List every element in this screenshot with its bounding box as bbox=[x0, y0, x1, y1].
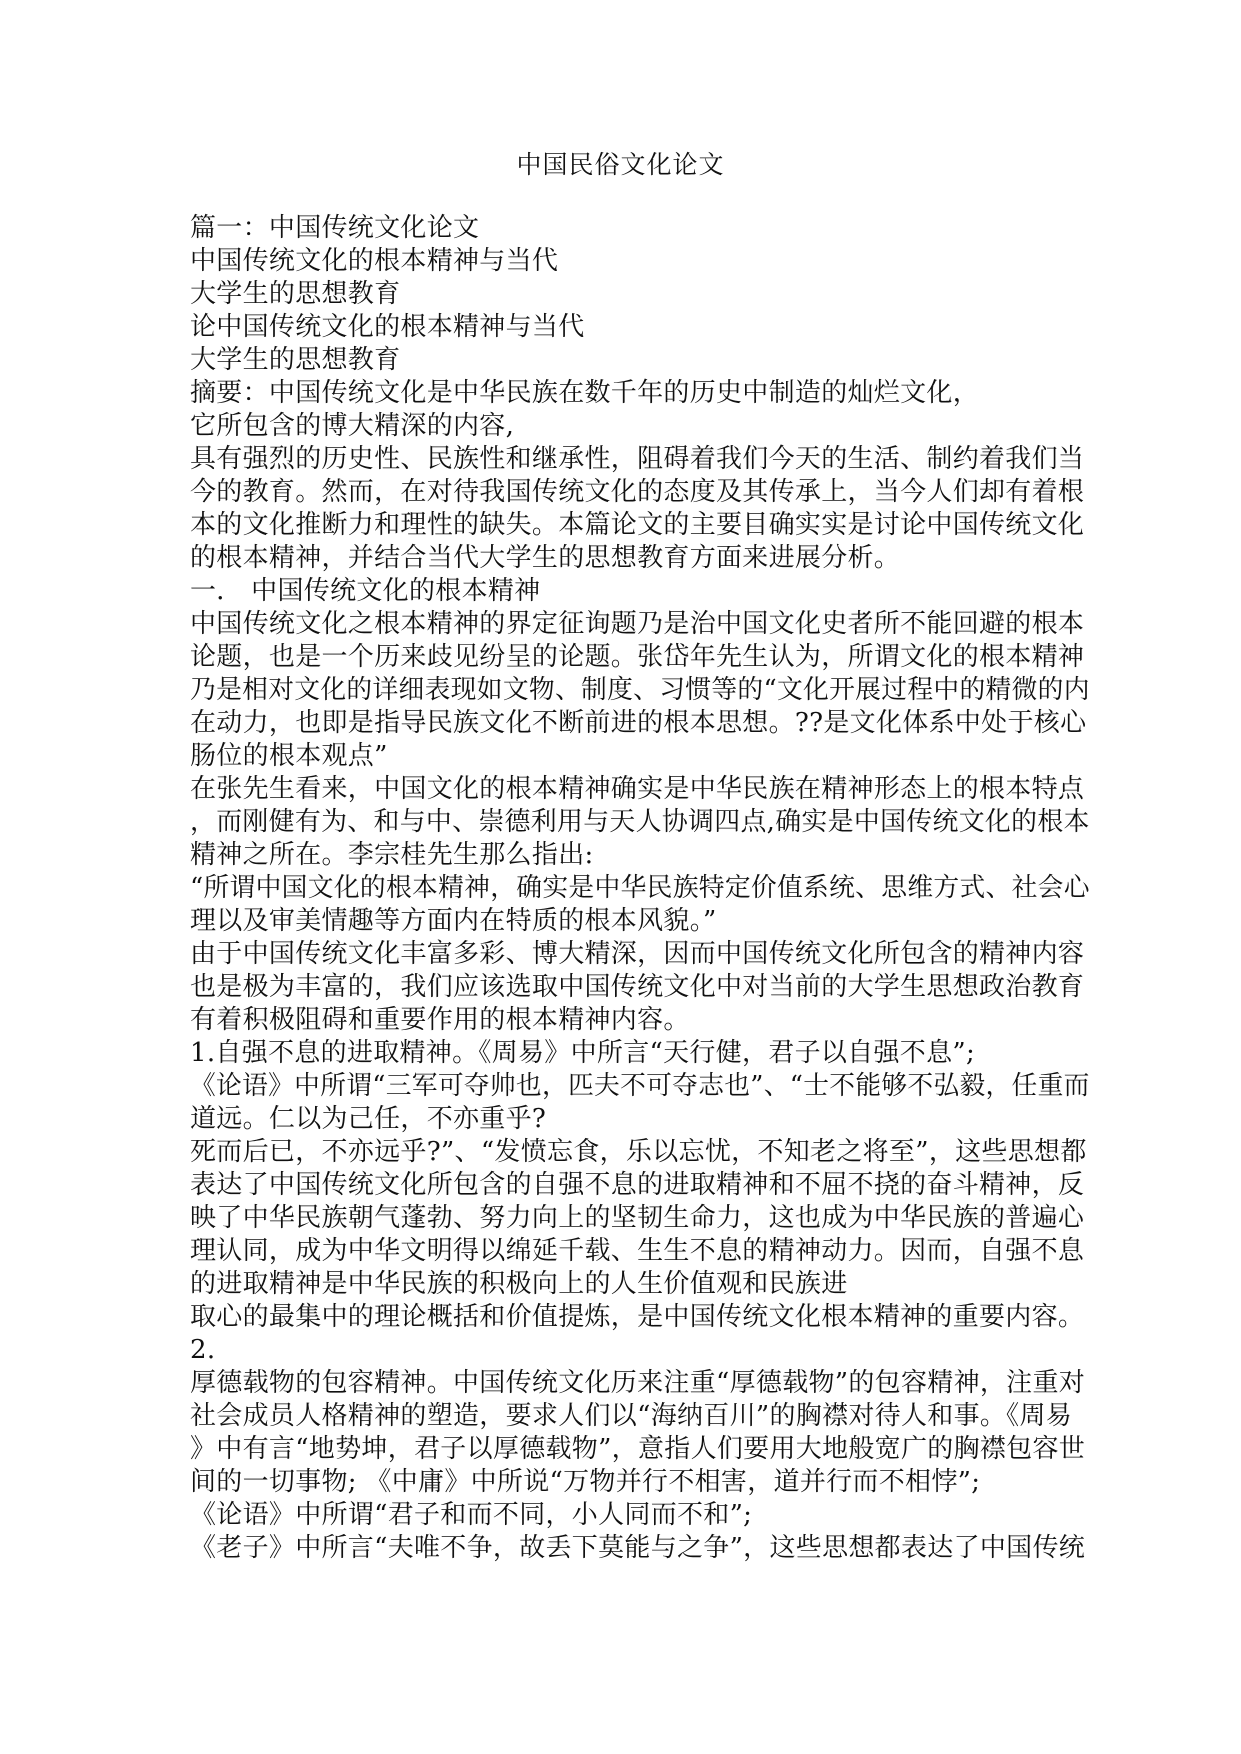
text-line: 由于中国传统文化丰富多彩、博大精深，因而中国传统文化所包含的精神内容 bbox=[190, 939, 1085, 969]
text-line: 中国传统文化之根本精神的界定征询题乃是治中国文化史者所不能回避的根本 bbox=[190, 609, 1085, 639]
text-line: 社会成员人格精神的塑造，要求人们以“海纳百川”的胸襟对待人和事。《周易 bbox=[190, 1401, 1073, 1431]
text-line: 乃是相对文化的详细表现如文物、制度、习惯等的“文化开展过程中的精微的内 bbox=[190, 675, 1090, 705]
text-line: 篇一：中国传统文化论文 bbox=[190, 213, 480, 243]
text-line: 在张先生看来，中国文化的根本精神确实是中华民族在精神形态上的根本特点 bbox=[190, 774, 1085, 804]
text-line: 映了中华民族朝气蓬勃、努力向上的坚韧生命力，这也成为中华民族的普遍心 bbox=[190, 1203, 1085, 1233]
text-line: 的根本精神，并结合当代大学生的思想教育方面来进展分析。 bbox=[190, 543, 901, 573]
text-line: 具有强烈的历史性、民族性和继承性，阻碍着我们今天的生活、制约着我们当 bbox=[190, 444, 1085, 474]
text-line: 2. bbox=[190, 1335, 216, 1365]
text-line: 中国传统文化的根本精神与当代 bbox=[190, 246, 559, 276]
text-line: 道远。仁以为己任，不亦重乎? bbox=[190, 1104, 547, 1134]
text-line: 取心的最集中的理论概括和价值提炼，是中国传统文化根本精神的重要内容。 bbox=[190, 1302, 1085, 1332]
text-line: 理认同，成为中华文明得以绵延千载、生生不息的精神动力。因而，自强不息 bbox=[190, 1236, 1085, 1266]
text-line: 今的教育。然而，在对待我国传统文化的态度及其传承上，当今人们却有着根 bbox=[190, 477, 1085, 507]
text-line: 《老子》中所言“夫唯不争，故丢下莫能与之争”，这些思想都表达了中国传统 bbox=[190, 1533, 1086, 1563]
text-line: 理以及审美情趣等方面内在特质的根本风貌。” bbox=[190, 906, 717, 936]
text-line: 一． 中国传统文化的根本精神 bbox=[190, 576, 541, 606]
text-line: 摘要：中国传统文化是中华民族在数千年的历史中制造的灿烂文化， bbox=[190, 378, 980, 408]
text-line: 死而后已，不亦远乎?”、“发愤忘食，乐以忘忧，不知老之将至”，这些思想都 bbox=[190, 1137, 1087, 1167]
text-line: 表达了中国传统文化所包含的自强不息的进取精神和不屈不挠的奋斗精神，反 bbox=[190, 1170, 1085, 1200]
document-body bbox=[190, 212, 1090, 1565]
text-line: 论题，也是一个历来歧见纷呈的论题。张岱年先生认为，所谓文化的根本精神 bbox=[190, 642, 1085, 672]
text-line: 本的文化推断力和理性的缺失。本篇论文的主要目确实实是讨论中国传统文化 bbox=[190, 510, 1085, 540]
text-line: 厚德载物的包容精神。中国传统文化历来注重“厚德载物”的包容精神，注重对 bbox=[190, 1368, 1086, 1398]
text-line: 《论语》中所谓“三军可夺帅也，匹夫不可夺志也”、“士不能够不弘毅，任重而 bbox=[190, 1071, 1090, 1101]
text-line: 的进取精神是中华民族的积极向上的人生价值观和民族进 bbox=[190, 1269, 848, 1299]
text-line: 肠位的根本观点” bbox=[190, 741, 388, 771]
text-line: 论中国传统文化的根本精神与当代 bbox=[190, 312, 585, 342]
text-line: 》中有言“地势坤，君子以厚德载物”，意指人们要用大地般宽广的胸襟包容世 bbox=[190, 1434, 1086, 1464]
text-line: 精神之所在。李宗桂先生那么指出: bbox=[190, 840, 594, 870]
text-line: 有着积极阻碍和重要作用的根本精神内容。 bbox=[190, 1005, 690, 1035]
text-line: 在动力，也即是指导民族文化不断前进的根本思想。??是文化体系中处于核心 bbox=[190, 708, 1087, 738]
text-line: 间的一切事物; 《中庸》中所说“万物并行不相害，道并行而不相悖”; bbox=[190, 1467, 981, 1497]
text-line: ，而刚健有为、和与中、崇德利用与天人协调四点,确实是中国传统文化的根本 bbox=[190, 807, 1090, 837]
text-line: 大学生的思想教育 bbox=[190, 279, 401, 309]
text-line: 它所包含的博大精深的内容, bbox=[190, 411, 515, 441]
text-line: 1.自强不息的进取精神。《周易》中所言“天行健，君子以自强不息”; bbox=[190, 1038, 976, 1068]
text-line: 大学生的思想教育 bbox=[190, 345, 401, 375]
text-line: 也是极为丰富的，我们应该选取中国传统文化中对当前的大学生思想政治教育 bbox=[190, 972, 1085, 1002]
document-title: 中国民俗文化论文 bbox=[516, 150, 725, 179]
text-line: 《论语》中所谓“君子和而不同，小人同而不和”; bbox=[190, 1500, 753, 1530]
text-line: “所谓中国文化的根本精神，确实是中华民族特定价值系统、思维方式、社会心 bbox=[190, 873, 1090, 903]
